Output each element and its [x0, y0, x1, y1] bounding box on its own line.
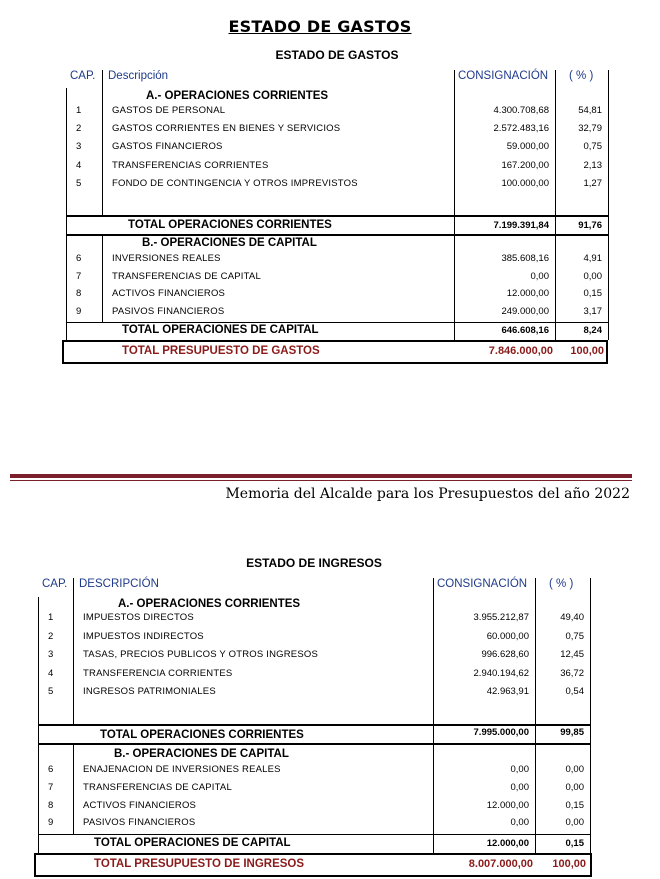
- row-cap: 7: [48, 781, 54, 793]
- grand-total-amount: 7.846.000,00: [488, 345, 553, 357]
- section-a-title: A.- OPERACIONES CORRIENTES: [146, 90, 329, 102]
- col-divider: [608, 70, 609, 340]
- row-description: INGRESOS PATRIMONIALES: [83, 686, 216, 698]
- row-description: TRANSFERENCIAS DE CAPITAL: [83, 781, 232, 793]
- row-description: TRANSFERENCIA CORRIENTES: [83, 667, 233, 679]
- total-corrientes-label: TOTAL OPERACIONES CORRIENTES: [128, 219, 332, 231]
- col-divider: [73, 743, 74, 834]
- row-description: TRANSFERENCIAS CORRIENTES: [112, 159, 269, 171]
- rule: [66, 234, 608, 236]
- row-percent: 0,00: [565, 817, 584, 829]
- row-percent: 0,15: [565, 799, 584, 811]
- row-description: TRANSFERENCIAS DE CAPITAL: [112, 270, 261, 282]
- total-capital-percent: 8,24: [583, 325, 602, 336]
- row-description: ACTIVOS FINANCIEROS: [83, 799, 197, 811]
- grand-total-label: TOTAL PRESUPUESTO DE INGRESOS: [94, 858, 305, 870]
- row-percent: 36,72: [560, 667, 584, 679]
- total-corrientes-label: TOTAL OPERACIONES CORRIENTES: [100, 729, 304, 741]
- row-cap: 9: [48, 817, 54, 829]
- rule: [38, 743, 590, 745]
- total-capital-percent: 0,15: [565, 838, 584, 849]
- total-capital-amount: 12.000,00: [486, 838, 529, 849]
- header-consignacion: CONSIGNACIÓN: [437, 578, 528, 590]
- row-percent: 0,00: [565, 764, 584, 775]
- total-capital-amount: 646.608,16: [501, 325, 549, 336]
- row-percent: 4,91: [583, 253, 602, 264]
- row-percent: 49,40: [560, 612, 584, 623]
- row-amount: 167.200,00: [501, 159, 549, 171]
- row-cap: 1: [76, 105, 82, 116]
- row-cap: 4: [76, 159, 82, 171]
- total-capital-label: TOTAL OPERACIONES DE CAPITAL: [94, 837, 291, 849]
- total-corrientes-percent: 91,76: [578, 220, 602, 231]
- row-description: GASTOS DE PERSONAL: [112, 105, 226, 116]
- row-cap: 7: [76, 270, 82, 282]
- grand-total-percent: 100,00: [570, 345, 604, 357]
- row-percent: 12,45: [560, 649, 584, 661]
- row-cap: 2: [76, 123, 82, 135]
- grand-total-percent: 100,00: [552, 858, 586, 870]
- row-percent: 0,75: [583, 141, 602, 153]
- row-amount: 0,00: [510, 764, 529, 775]
- row-amount: 385.608,16: [501, 253, 549, 264]
- row-amount: 4.300.708,68: [493, 105, 549, 116]
- row-cap: 3: [76, 141, 82, 153]
- rule: [66, 322, 608, 323]
- row-percent: 2,13: [583, 159, 602, 171]
- header-percent: ( % ): [569, 70, 594, 82]
- section-b-title: B.- OPERACIONES DE CAPITAL: [114, 748, 289, 760]
- row-description: IMPUESTOS INDIRECTOS: [83, 630, 204, 642]
- page-heading: ESTADO DE GASTOS: [228, 17, 412, 36]
- row-description: TASAS, PRECIOS PUBLICOS Y OTROS INGRESOS: [83, 649, 319, 661]
- row-amount: 2.572.483,16: [493, 123, 549, 135]
- row-amount: 12.000,00: [486, 799, 529, 811]
- row-percent: 0,75: [565, 630, 584, 642]
- row-cap: 2: [48, 630, 54, 642]
- row-description: PASIVOS FINANCIEROS: [83, 817, 196, 829]
- section-a-title: A.- OPERACIONES CORRIENTES: [118, 598, 301, 610]
- row-cap: 6: [48, 764, 54, 775]
- row-description: INVERSIONES REALES: [112, 253, 221, 264]
- separator-thin: [10, 480, 632, 481]
- section-b-title: B.- OPERACIONES DE CAPITAL: [142, 237, 317, 249]
- row-amount: 59.000,00: [506, 141, 549, 153]
- row-description: ACTIVOS FINANCIEROS: [112, 288, 226, 299]
- row-description: FONDO DE CONTINGENCIA Y OTROS IMPREVISTOS: [112, 177, 358, 189]
- row-amount: 100.000,00: [501, 177, 549, 189]
- row-percent: 0,00: [583, 270, 602, 282]
- row-amount: 60.000,00: [486, 630, 529, 642]
- row-cap: 5: [76, 177, 82, 189]
- row-amount: 0,00: [510, 817, 529, 829]
- row-cap: 9: [76, 305, 82, 317]
- row-amount: 3.955.212,87: [473, 612, 529, 623]
- col-divider: [102, 70, 103, 215]
- table-title: ESTADO DE INGRESOS: [246, 556, 382, 570]
- separator-thick: [10, 474, 632, 478]
- row-cap: 4: [48, 667, 54, 679]
- total-corrientes-percent: 99,85: [560, 727, 584, 738]
- col-divider: [73, 578, 74, 724]
- header-description: DESCRIPCIÓN: [79, 578, 159, 590]
- row-cap: 8: [48, 799, 54, 811]
- grand-total-label: TOTAL PRESUPUESTO DE GASTOS: [122, 345, 320, 357]
- row-percent: 0,54: [565, 686, 584, 698]
- total-corrientes-amount: 7.995.000,00: [473, 727, 529, 738]
- row-cap: 8: [76, 288, 82, 299]
- row-percent: 3,17: [583, 305, 602, 317]
- row-percent: 54,81: [578, 105, 602, 116]
- header-percent: ( % ): [549, 578, 574, 590]
- row-percent: 0,00: [565, 781, 584, 793]
- row-description: IMPUESTOS DIRECTOS: [83, 612, 194, 623]
- header-cap: CAP.: [70, 70, 96, 82]
- rule: [66, 215, 608, 217]
- header-consignacion: CONSIGNACIÓN: [458, 70, 549, 82]
- header-cap: CAP.: [42, 578, 68, 590]
- grand-total-amount: 8.007.000,00: [468, 858, 533, 870]
- memoria-footer: Memoria del Alcalde para los Presupuestos del año 2022: [225, 486, 630, 502]
- row-description: ENAJENACION DE INVERSIONES REALES: [83, 764, 281, 775]
- row-cap: 5: [48, 686, 54, 698]
- col-divider: [66, 88, 67, 340]
- rule: [38, 834, 590, 835]
- row-amount: 0,00: [510, 781, 529, 793]
- row-description: PASIVOS FINANCIEROS: [112, 305, 225, 317]
- row-amount: 12.000,00: [506, 288, 549, 299]
- row-amount: 249.000,00: [501, 305, 549, 317]
- row-amount: 0,00: [530, 270, 549, 282]
- table-title: ESTADO DE GASTOS: [275, 48, 399, 62]
- row-percent: 0,15: [583, 288, 602, 299]
- row-amount: 996.628,60: [481, 649, 529, 661]
- row-description: GASTOS FINANCIEROS: [112, 141, 223, 153]
- row-amount: 42.963,91: [486, 686, 529, 698]
- rule: [38, 724, 590, 726]
- col-divider: [590, 578, 591, 853]
- col-divider: [102, 234, 103, 322]
- row-cap: 3: [48, 649, 54, 661]
- row-percent: 32,79: [578, 123, 602, 135]
- row-cap: 1: [48, 612, 54, 623]
- total-capital-label: TOTAL OPERACIONES DE CAPITAL: [122, 324, 319, 336]
- row-amount: 2.940.194,62: [473, 667, 529, 679]
- row-description: GASTOS CORRIENTES EN BIENES Y SERVICIOS: [112, 123, 341, 135]
- total-corrientes-amount: 7.199.391,84: [493, 220, 549, 231]
- header-description: Descripción: [108, 70, 169, 82]
- row-cap: 6: [76, 253, 82, 264]
- row-percent: 1,27: [583, 177, 602, 189]
